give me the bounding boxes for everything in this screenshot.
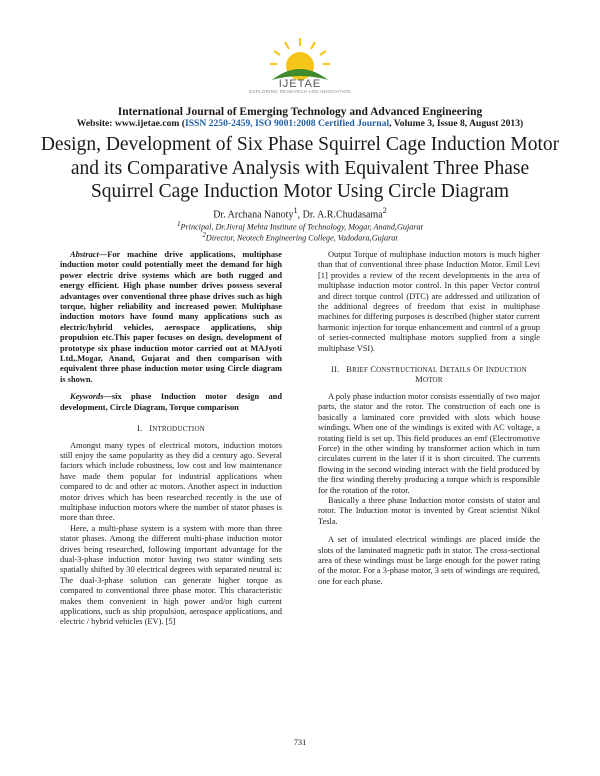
keywords [60, 392, 282, 413]
section-2-number: II. [331, 365, 340, 375]
logo-brand: IJETAE [278, 78, 322, 90]
left-column [60, 250, 282, 628]
section-heading-construction [318, 365, 540, 386]
journal-name: International Journal of Emerging Technology and Advanced Engineering [117, 106, 483, 118]
paragraph: Here, a multi-phase system is a system with more than three stator phases. Among the different multi-phase induction motor drives being researched, following important advantage for the dual-3-phase induction motor having two stator winding sets spatially shifted by 30 electrical degrees with separated neutral is: The dual-3-phase solution can generate higher torque as compared to conventional three phase motor. This characteristic makes them convenient in high power and/or high current applications, such as ship propulsion, aerospace applications, and electric / hybrid vehicles (EV). [5] [60, 523, 282, 627]
abstract [60, 250, 282, 385]
journal-website [0, 118, 600, 129]
paragraph: Amongst many types of electrical motors, induction motors still enjoy the same popularity as they did a century ago. Several factors which include robustness, low cost and low maintenance have made them popular for industrial applications when compared to dc and other ac motors. Another aspect in induction motor drives which has been researched recently is the use of multiphase induction motors where the number of stator phases is more than three. [60, 440, 282, 523]
author-2-sup: 2 [382, 206, 387, 215]
paragraph: A poly phase induction motor consists essentially of two major parts, the stator and the rotor. The construction of each one is basically a laminated core provided with slots which house windings. When one of the windings is exited with AC voltage, a rotating field is set up. This field produces an emf (Electromotive Force) in the other winding by transformer action which in turn circulates current in the later if it is short circuited. The currents flowing in the second winding interact with the field produced by the first winding thereby producing a torque which is responsible for the rotation of the rotor. [318, 391, 540, 495]
right-column [318, 250, 540, 587]
paragraph: A set of insulated electrical windings are placed inside the slots of the laminated magnetic path in stator. The cross-sectional area of these windings must be large enough for the power rating of the motor. For a 3-phase motor, 3 sets of windings are required, one for each phase. [318, 535, 540, 586]
section-heading-introduction [60, 424, 282, 434]
author-1-sup: 1 [293, 206, 298, 215]
heading-rest: OTOR [422, 376, 443, 385]
keywords-label: Keywords [70, 392, 104, 402]
section-1-initial: I [149, 424, 153, 434]
heading-rest: ETAILS [446, 366, 471, 375]
heading-initial: C [370, 365, 377, 375]
heading-initial: I [485, 365, 489, 375]
heading-rest: RIEF [352, 366, 369, 375]
volume-info: , Volume 3, Issue 8, August 2013) [389, 118, 524, 129]
authors [0, 206, 600, 220]
affiliation-1-sup: 1 [177, 221, 181, 228]
paragraph: Basically a three phase Induction motor consists of stator and rotor. The Induction motor is invented by Great scientist Nikol Tesla. [318, 495, 540, 526]
heading-initial: B [346, 365, 353, 375]
paragraph: Output Torque of multiphase induction motors is much higher than that of conventional three phase Induction Motor. Emil Levi [1] provides a review of the recent developments in the area of multiphase induction motor control. In this paper Vector control and direct torque control (DTC) are addressed and utilization of the additional degrees of freedom that exist in multiphase machines for differing purposes is described (higher stator current harmonic injection for torque enhancement and control of a group of series-connected multiphase motors supplied from a single multiphase VSI). [318, 250, 540, 353]
website-prefix: Website: www.ijetae.com ( [76, 118, 185, 129]
affiliation-1-text: Principal, Dr.Jivraj Mehta Institute of Technology, Mogar, Anand,Gujarat [180, 222, 423, 232]
logo-tagline: EXPLORING RESEARCH AND INNOVATION [249, 89, 351, 94]
author-1: Dr. Archana Nanoty [213, 209, 294, 221]
abstract-label: Abstract [70, 250, 99, 259]
heading-initial: O [473, 365, 480, 375]
heading-initial: D [439, 365, 447, 375]
paper-title: Design, Development of Six Phase Squirrel Cage Induction Motor and its Comparative Analysis with Equivalent Three Phase Squirrel Cage Induction Motor Using Circle Diagram [40, 134, 560, 202]
heading-initial: M [415, 375, 423, 385]
affiliation-2 [0, 232, 600, 243]
affiliation-2-text: Director, Neotech Engineering College, Vadodara,Gujarat [205, 233, 398, 243]
section-1-number: I. [137, 424, 143, 434]
issn-link[interactable]: ISSN 2250-2459, ISO 9001:2008 Certified Journal [184, 118, 390, 129]
page-number: 731 [293, 738, 307, 747]
affiliation-2-sup: 2 [202, 232, 206, 239]
keywords-text: —six phase Induction motor design and development, Circle Diagram, Torque comparison [60, 392, 282, 412]
section-1-rest: NTRODUCTION [152, 425, 205, 434]
heading-rest: ONSTRUCTIONAL [376, 366, 438, 375]
affiliation-1 [0, 221, 600, 232]
heading-rest: F [479, 366, 484, 375]
abstract-text: —For machine drive applications, multiphase induction motor could potentially meet the demand for high power electric drive systems which are both rugged and energy efficient. High phase number drives possess several advantages over conventional three phase drives such as high torque, higher reliability and increased power. Multiphase induction motors have found many applications such as electric/hybrid vehicles, aerospace applications, ship propulsion etc.This paper focuses on design, development of prototype six phase induction motor carried out at MAJyoti Ltd,.Mogar, Anand, Gujarat and then comparison with equivalent three phase induction motor using Circle diagram is shown. [60, 250, 282, 384]
heading-rest: NDUCTION [488, 366, 527, 375]
author-2: , Dr. A.R.Chudasama [297, 209, 383, 221]
